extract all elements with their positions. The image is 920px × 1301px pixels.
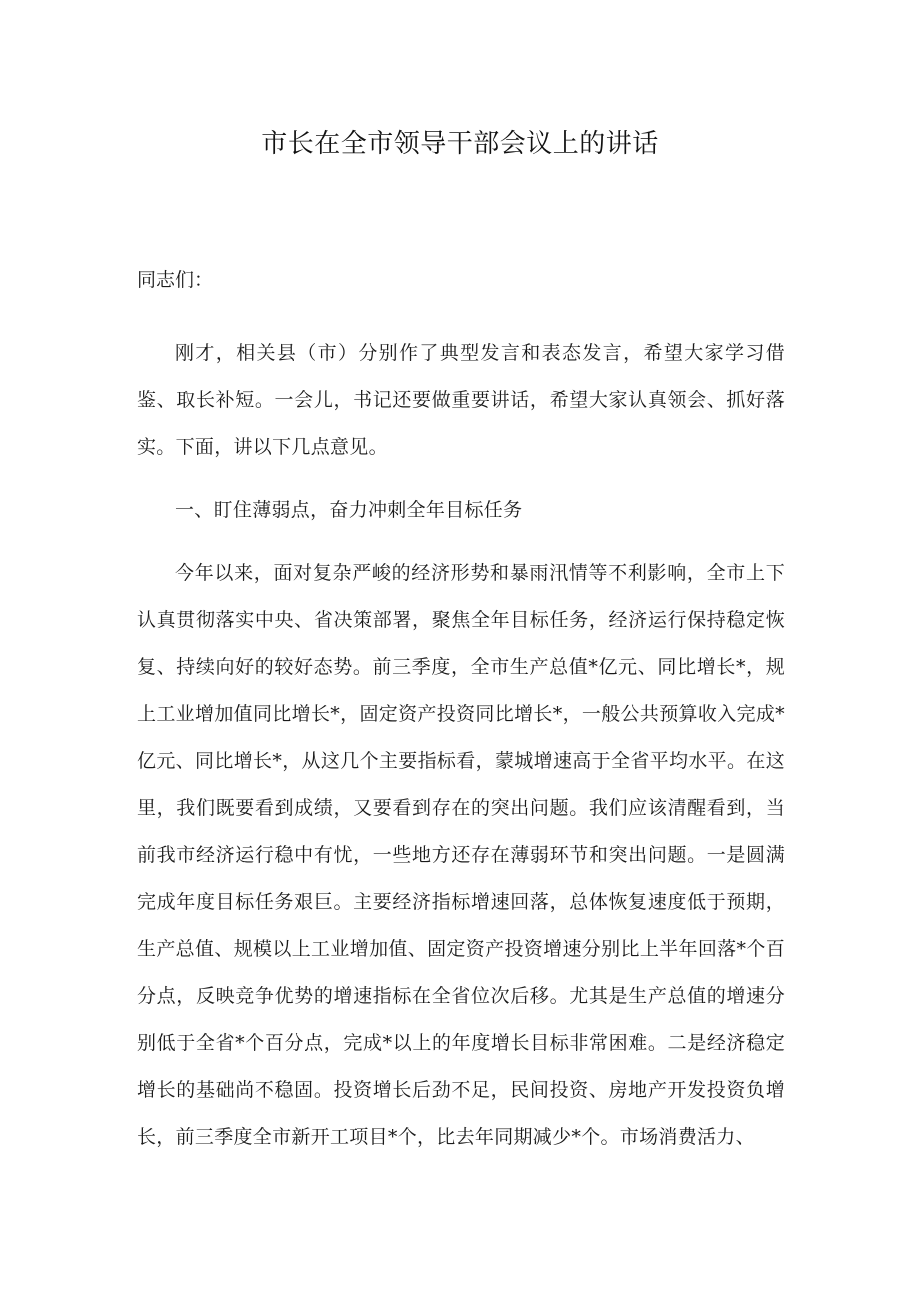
document-title: 市长在全市领导干部会议上的讲话 bbox=[261, 129, 659, 159]
salutation: 同志们： bbox=[137, 269, 214, 291]
paragraph-body: 今年以来，面对复杂严峻的经济形势和暴雨汛情等不利影响，全市上下认真贯彻落实中央、省决策部署，聚焦全年目标任务，经济运行保持稳定恢复、持续向好的较好态势。前三季度，全市生产总值*亿元、同比增长*，规上工业增加值同比增长*，固定资产投资同比增长*，一般公共预算收入完成*亿元、同比增长*，从这几个主要指标看，蒙城增速高于全省平均水平。在这里，我们既要看到成绩，又要看到存在的突出问题。我们应该清醒看到，当前我市经济运行稳中有忧，一些地方还存在薄弱环节和突出问题。一是圆满完成年度目标任务艰巨。主要经济指标增速回落，总体恢复速度低于预期，生产总值、规模以上工业增加值、固定资产投资增速分别比上半年回落*个百分点，反映竞争优势的增速指标在全省位次后移。尤其是生产总值的增速分别低于全省*个百分点，完成*以上的年度增长目标非常困难。二是经济稳定增长的基础尚不稳固。投资增长后劲不足，民间投资、房地产开发投资负增长，前三季度全市新开工项目*个，比去年同期减少*个。市场消费活力、 bbox=[137, 562, 785, 1148]
paragraph-intro: 刚才，相关县（市）分别作了典型发言和表态发言，希望大家学习借鉴、取长补短。一会儿，书记还要做重要讲话，希望大家认真领会、抓好落实。下面，讲以下几点意见。 bbox=[137, 342, 785, 458]
section-heading: 一、盯住薄弱点，奋力冲刺全年目标任务 bbox=[175, 499, 523, 521]
